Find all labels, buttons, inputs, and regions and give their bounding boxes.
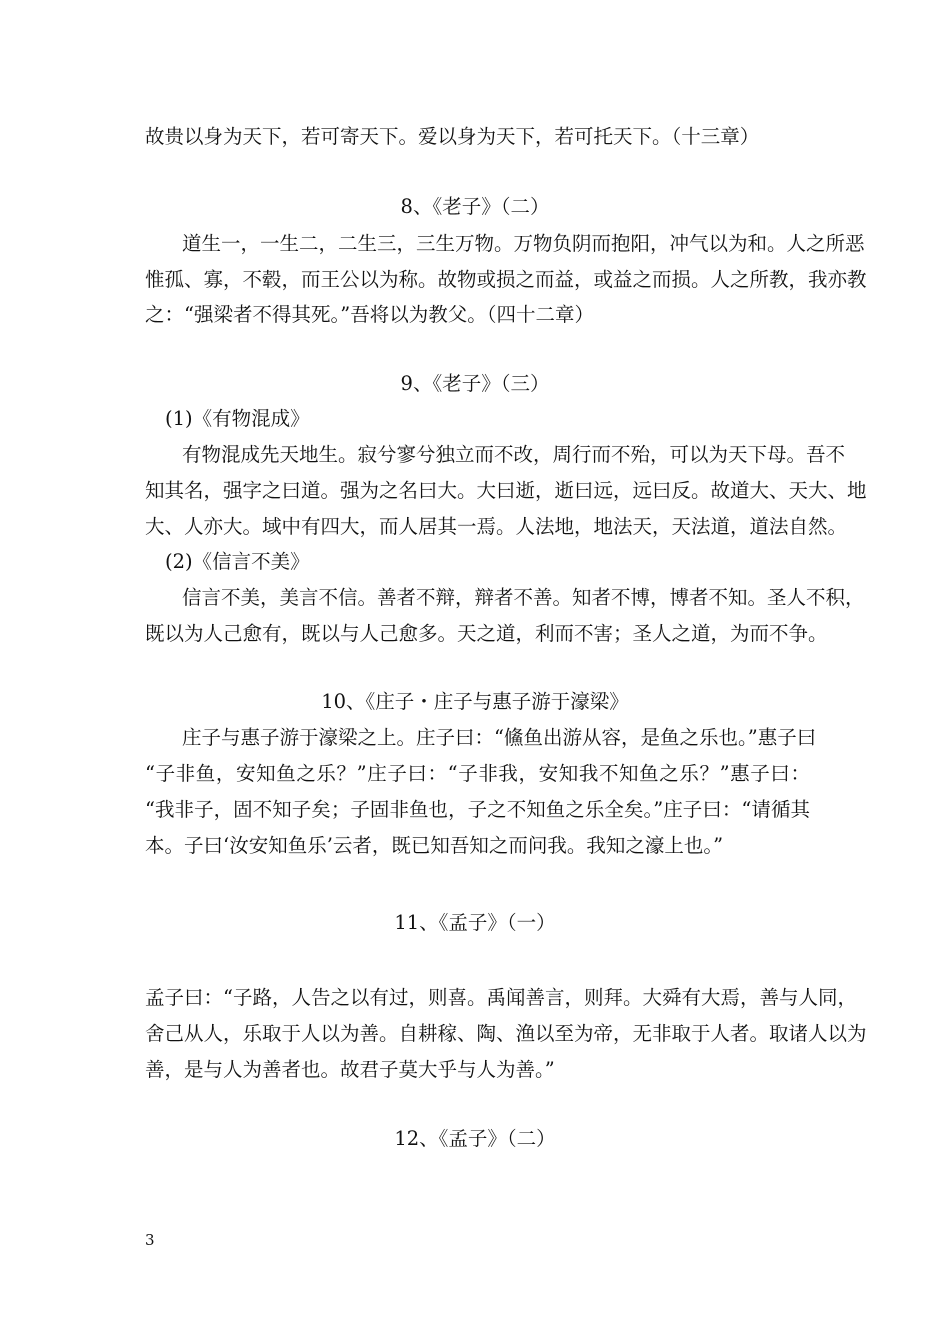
section-8-line-2: 惟孤、寡，不毂，而王公以为称。故物或损之而益，或益之而损。人之所教，我亦教: [145, 268, 867, 291]
section-10-line-2: “子非鱼，安知鱼之乐？”庄子曰：“子非我，安知我不知鱼之乐？”惠子曰：: [145, 762, 810, 785]
section-10-line-3: “我非子，固不知子矣；子固非鱼也，子之不知鱼之乐全矣。”庄子曰：“请循其: [145, 798, 810, 821]
section-10-line-4: 本。子曰‘汝安知鱼乐’云者，既已知吾知之而问我。我知之濠上也。”: [145, 834, 724, 857]
section-9-heading: 9、《老子》（三）: [400, 372, 550, 395]
section-11-line-2: 舍己从人，乐取于人以为善。自耕稼、陶、渔以至为帝，无非取于人者。取诸人以为: [145, 1022, 867, 1045]
section-9-p1-line-3: 大、人亦大。域中有四大，而人居其一焉。人法地，地法天，天法道，道法自然。: [145, 515, 848, 538]
section-11-line-1: 孟子曰：“子路，人告之以有过，则喜。禹闻善言，则拜。大舜有大焉，善与人同，: [145, 986, 857, 1009]
section-10-heading: 10、《庄子・庄子与惠子游于濠梁》: [321, 690, 629, 713]
section-9-p1-line-2: 知其名，强字之曰道。强为之名曰大。大曰逝，逝曰远，远曰反。故道大、天大、地: [145, 479, 867, 502]
section-12-heading: 12、《孟子》（二）: [394, 1127, 556, 1150]
section-9-p2-line-1: 信言不美，美言不信。善者不辩，辩者不善。知者不博，博者不知。圣人不积，: [182, 586, 865, 609]
section-9-p1-line-1: 有物混成先天地生。寂兮寥兮独立而不改，周行而不殆，可以为天下母。吾不: [182, 443, 846, 466]
section-11-line-3: 善，是与人为善者也。故君子莫大乎与人为善。”: [145, 1058, 555, 1081]
intro-line: 故贵以身为天下，若可寄天下。爱以身为天下，若可托天下。（十三章）: [145, 125, 760, 148]
section-8-line-1: 道生一，一生二，二生三，三生万物。万物负阴而抱阳，冲气以为和。人之所恶: [182, 232, 865, 255]
section-8-line-3: 之：“强梁者不得其死。”吾将以为教父。（四十二章）: [145, 303, 594, 326]
section-9-subheading-1: (1)《有物混成》: [165, 407, 310, 430]
section-10-line-1: 庄子与惠子游于濠梁之上。庄子曰：“鯈鱼出游从容，是鱼之乐也。”惠子曰: [182, 726, 817, 749]
page-number: 3: [145, 1231, 155, 1249]
section-8-heading: 8、《老子》（二）: [400, 195, 550, 218]
section-11-heading: 11、《孟子》（一）: [394, 911, 556, 934]
section-9-p2-line-2: 既以为人己愈有，既以与人己愈多。天之道，利而不害；圣人之道，为而不争。: [145, 622, 828, 645]
section-9-subheading-2: (2)《信言不美》: [165, 550, 310, 573]
